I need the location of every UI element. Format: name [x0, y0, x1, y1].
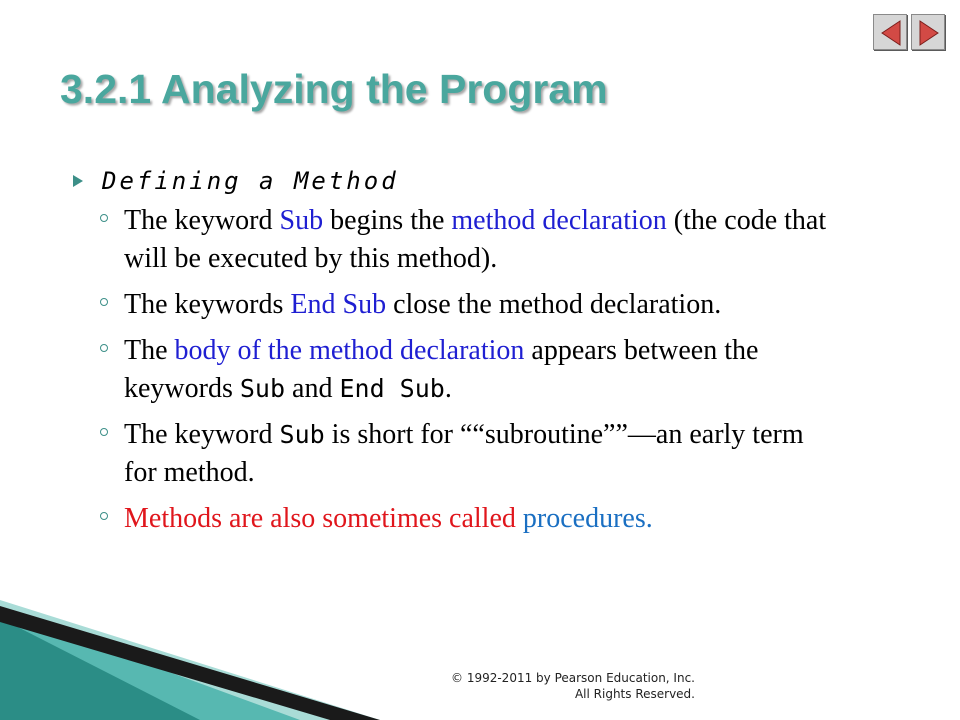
bullet-text: The keyword	[124, 205, 280, 236]
keyword-end-sub: End Sub	[290, 289, 387, 320]
bullet-text: is short for ““subroutine””—an early term for method.	[124, 419, 804, 488]
bullet-text: The keyword	[124, 419, 280, 450]
term-method-declaration: method declaration	[451, 205, 667, 236]
list-item	[100, 416, 840, 492]
ring-bullet-icon	[100, 298, 108, 306]
bullet-text: .	[444, 373, 452, 404]
next-slide-button[interactable]	[911, 14, 945, 50]
copyright-notice	[430, 670, 695, 702]
code-sub: Sub	[279, 420, 325, 449]
ring-bullet-icon	[100, 428, 108, 436]
arrow-right-icon	[912, 15, 946, 51]
ring-bullet-icon	[100, 344, 108, 352]
list-item	[100, 332, 840, 408]
list-item	[100, 202, 840, 278]
bullet-arrow-icon	[72, 174, 84, 188]
code-end-sub: End Sub	[339, 374, 445, 403]
term-body: body of the method declaration	[174, 335, 525, 366]
list-item	[100, 286, 840, 324]
ring-bullet-icon	[100, 512, 108, 520]
bullet-text: The	[124, 335, 175, 366]
copyright-line: © 1992-2011 by Pearson Education, Inc.	[451, 671, 695, 685]
keyword-sub: Sub	[279, 205, 324, 236]
bullet-text: The keywords	[124, 289, 291, 320]
rights-line: All Rights Reserved.	[574, 687, 695, 701]
term-procedures: procedures.	[522, 503, 653, 534]
ring-bullet-icon	[100, 214, 108, 222]
bullet-list	[100, 202, 840, 546]
bullet-text: begins the	[323, 205, 452, 236]
bullet-text-red: Methods are also sometimes called	[124, 503, 523, 534]
list-item	[100, 500, 840, 538]
code-sub: Sub	[239, 374, 286, 403]
slide-title: 3.2.1 Analyzing the Program	[60, 66, 608, 112]
bullet-text: close the method declaration.	[386, 289, 722, 320]
prev-slide-button[interactable]	[873, 14, 907, 50]
section-heading-text: Defining a Method	[102, 167, 399, 195]
bullet-text: appears between the keywords	[124, 335, 759, 404]
arrow-left-icon	[874, 15, 908, 51]
bullet-text: (the code that will be executed by this method).	[124, 205, 827, 274]
bullet-text: and	[285, 373, 340, 404]
